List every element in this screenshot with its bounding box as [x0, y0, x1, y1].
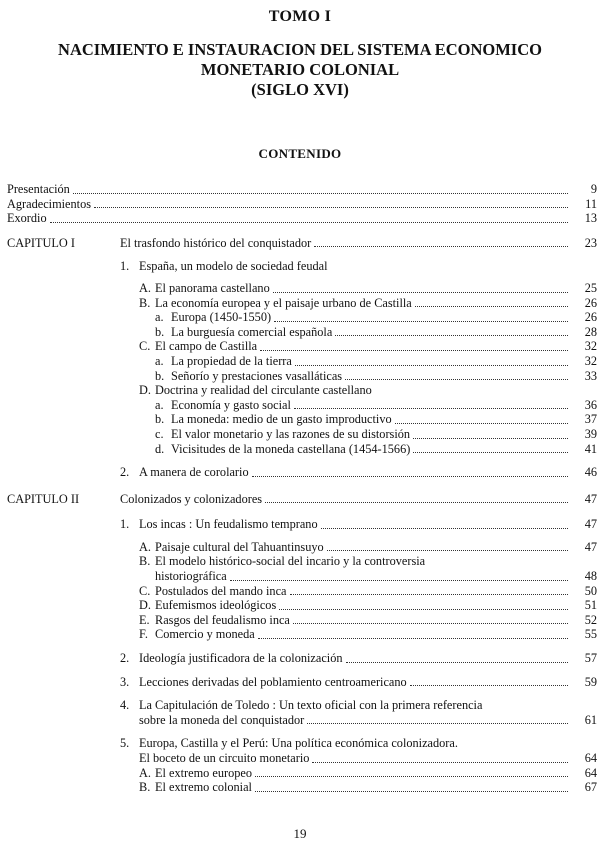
chapter-title-entry[interactable]: [120, 236, 597, 251]
toc-entry-page: 11: [585, 196, 597, 211]
toc-entry-page: 64: [584, 751, 597, 765]
toc-entry-page: 23: [584, 235, 597, 250]
toc-entry-page: 47: [584, 491, 597, 506]
section-heading[interactable]: [120, 517, 597, 532]
toc-entry[interactable]: A. Paisaje cultural del Tahuantinsuyo 47: [139, 539, 597, 554]
toc-entry-text: El valor monetario y las razones de su distorsión: [171, 426, 411, 441]
dot-leader: [415, 306, 568, 307]
dot-leader: [293, 623, 568, 624]
dot-leader: [258, 638, 568, 639]
toc-subentry[interactable]: a. Europa (1450-1550) 26: [155, 310, 597, 325]
dot-leader: [73, 193, 568, 194]
table-of-contents: [7, 182, 597, 795]
toc-entry-text: La moneda: medio de un gasto improductivo: [171, 412, 392, 427]
dot-leader: [273, 292, 568, 293]
toc-entry-page: 32: [584, 339, 597, 354]
dot-leader: [50, 222, 568, 223]
toc-entry-text: El extremo europeo: [155, 765, 252, 780]
toc-entry[interactable]: B. La economía europea y el paisaje urbano de Castilla 26: [139, 295, 597, 310]
toc-entry[interactable]: F. Comercio y moneda 55: [139, 627, 597, 642]
toc-entry-text: El extremo colonial: [155, 780, 252, 795]
chapter-1-label: CAPITULO I: [7, 235, 75, 250]
section-heading-multiline[interactable]: [120, 698, 597, 727]
toc-entry-text: Presentación: [7, 182, 70, 196]
dot-leader: [94, 207, 568, 208]
toc-entry-text: Agradecimientos: [7, 196, 92, 211]
toc-entry[interactable]: [7, 197, 597, 212]
volume-heading: TOMO I: [268, 8, 332, 25]
toc-entry-text: Economía y gasto social: [171, 397, 291, 412]
toc-entry[interactable]: [7, 182, 597, 197]
chapter-2: [7, 492, 597, 795]
section-title: Los incas : Un feudalismo temprano: [139, 517, 318, 532]
title-line-1: NACIMIENTO E INSTAURACION DEL SISTEMA ECONOMICO: [58, 40, 542, 59]
section-heading-multiline[interactable]: [120, 736, 597, 765]
toc-subentry[interactable]: d. Vicisitudes de la moneda castellana (1454-1566) 41: [155, 441, 597, 456]
dot-leader: [279, 609, 568, 610]
toc-subentry[interactable]: a. Economía y gasto social 36: [155, 397, 597, 412]
section-heading[interactable]: [120, 259, 597, 274]
toc-entry-text: El modelo histórico-social del incario y la controversia: [155, 554, 426, 569]
toc-entry[interactable]: [7, 211, 597, 226]
dot-leader: [327, 550, 568, 551]
toc-entry-text: Europa (1450-1550): [171, 310, 272, 325]
toc-subentry[interactable]: c. El valor monetario y las razones de su distorsión 39: [155, 426, 597, 441]
toc-entry-page: 33: [584, 368, 597, 383]
section-1-1: [120, 259, 597, 456]
dot-leader: [346, 662, 569, 663]
toc-entry[interactable]: D. Doctrina y realidad del circulante castellano: [139, 383, 372, 398]
toc-entry-page: 41: [584, 441, 597, 456]
dot-leader: [230, 580, 568, 581]
section-heading[interactable]: [120, 675, 597, 690]
dot-leader: [252, 476, 568, 477]
toc-entry-page: 37: [584, 412, 597, 427]
chapter-title-entry[interactable]: [120, 492, 597, 507]
dot-leader: [395, 423, 568, 424]
dot-leader: [335, 335, 568, 336]
title-line-2: MONETARIO COLONIAL: [200, 60, 400, 79]
dot-leader: [307, 723, 568, 724]
toc-subentry[interactable]: b. La burguesía comercial española 28: [155, 324, 597, 339]
toc-entry-page: 13: [584, 211, 597, 226]
toc-entry-page: 28: [584, 324, 597, 339]
toc-entry-text: La economía europea y el paisaje urbano de Castilla: [155, 295, 412, 310]
toc-entry-text: Exordio: [7, 211, 47, 226]
toc-entry-continuation[interactable]: [139, 569, 597, 584]
section-title: Europa, Castilla y el Perú: Una política económica colonizadora.: [139, 736, 458, 751]
chapter-2-label: CAPITULO II: [7, 491, 80, 506]
section-title: A manera de corolario: [139, 465, 249, 480]
dot-leader: [274, 321, 568, 322]
title-line-3: (SIGLO XVI): [251, 80, 349, 99]
toc-entry-page: 47: [584, 539, 597, 554]
toc-entry[interactable]: B. El modelo histórico-social del incario y la controversia: [139, 554, 426, 569]
dot-leader: [294, 408, 568, 409]
toc-entry-text: Señorío y prestaciones vasalláticas: [171, 368, 343, 383]
dot-leader: [260, 350, 568, 351]
section-number: 1.: [120, 259, 130, 274]
toc-entry-text: Doctrina y realidad del circulante castellano: [155, 383, 372, 398]
toc-entry-text: El panorama castellano: [155, 280, 270, 295]
section-title: La Capitulación de Toledo : Un texto oficial con la primera referencia: [139, 698, 483, 713]
dot-leader: [345, 379, 568, 380]
dot-leader: [321, 528, 568, 529]
toc-entry-text: historiográfica: [155, 569, 227, 584]
toc-entry-page: 48: [584, 569, 597, 584]
dot-leader: [255, 776, 568, 777]
toc-entry-page: 57: [584, 651, 597, 666]
toc-subentry[interactable]: b. Señorío y prestaciones vasalláticas 33: [155, 368, 597, 383]
toc-entry-page: 26: [584, 310, 597, 325]
dot-leader: [410, 685, 568, 686]
dot-leader: [312, 762, 568, 763]
toc-entry-page: 9: [590, 182, 597, 196]
chapter-1: [7, 236, 597, 480]
toc-entry-page: 46: [584, 465, 597, 480]
toc-entry-page: 39: [584, 426, 597, 441]
toc-entry-page: 61: [584, 712, 597, 727]
dot-leader: [265, 502, 568, 503]
dot-leader: [413, 438, 568, 439]
page-number: 19: [293, 826, 307, 841]
section-number: 3.: [120, 674, 130, 689]
toc-entry[interactable]: C. Postulados del mando inca 50: [139, 583, 597, 598]
toc-entry-page: 50: [584, 583, 597, 598]
toc-entry-text: El campo de Castilla: [155, 339, 258, 354]
toc-entry-page: 25: [584, 280, 597, 295]
toc-entry[interactable]: C. El campo de Castilla 32: [139, 339, 597, 354]
toc-entry-page: 67: [584, 780, 597, 795]
toc-entry-text: Rasgos del feudalismo inca: [155, 612, 290, 627]
toc-entry-text: Eufemismos ideológicos: [155, 598, 277, 613]
chapter-title: El trasfondo histórico del conquistador: [120, 235, 312, 250]
toc-entry[interactable]: B. El extremo colonial 67: [139, 780, 597, 795]
toc-entry[interactable]: A. El panorama castellano 25: [139, 280, 597, 295]
section-title-continuation: El boceto de un circuito monetario: [139, 751, 310, 765]
toc-subentry[interactable]: a. La propiedad de la tierra 32: [155, 353, 597, 368]
toc-subentry[interactable]: b. La moneda: medio de un gasto improductivo 37: [155, 412, 597, 427]
toc-entry-text: Postulados del mando inca: [155, 583, 287, 598]
toc-entry-page: 51: [584, 598, 597, 613]
chapter-title: Colonizados y colonizadores: [120, 491, 263, 506]
toc-entry-page: 59: [584, 674, 597, 689]
dot-leader: [295, 365, 568, 366]
toc-entry-text: Paisaje cultural del Tahuantinsuyo: [155, 539, 324, 554]
toc-entry-text: Comercio y moneda: [155, 627, 255, 642]
section-number: 2.: [120, 465, 130, 480]
toc-entry-page: 26: [584, 295, 597, 310]
section-title-continuation: sobre la moneda del conquistador: [139, 712, 305, 727]
toc-entry-text: La burguesía comercial española: [171, 324, 333, 339]
toc-entry-page: 32: [584, 353, 597, 368]
toc-entry[interactable]: A. El extremo europeo 64: [139, 765, 597, 780]
dot-leader: [314, 246, 568, 247]
book-title: [0, 40, 600, 100]
section-title: Ideología justificadora de la colonización: [139, 651, 343, 666]
contents-heading: CONTENIDO: [258, 146, 342, 161]
toc-entry[interactable]: D. Eufemismos ideológicos 51: [139, 598, 597, 613]
section-number: 2.: [120, 651, 130, 666]
toc-entry-page: 52: [584, 612, 597, 627]
section-number: 1.: [120, 517, 130, 532]
section-heading[interactable]: [120, 651, 597, 666]
dot-leader: [255, 791, 568, 792]
dot-leader: [290, 594, 569, 595]
toc-entry[interactable]: E. Rasgos del feudalismo inca 52: [139, 612, 597, 627]
toc-entry-text: Vicisitudes de la moneda castellana (1454-1566): [171, 441, 411, 456]
dot-leader: [413, 452, 568, 453]
section-title: Lecciones derivadas del poblamiento centroamericano: [139, 674, 407, 689]
section-number: 5.: [120, 736, 130, 751]
section-number: 4.: [120, 698, 130, 713]
section-title: España, un modelo de sociedad feudal: [139, 259, 328, 274]
toc-entry-page: 55: [584, 627, 597, 642]
toc-entry-page: 36: [584, 397, 597, 412]
toc-entry-text: La propiedad de la tierra: [171, 353, 292, 368]
toc-entry-page: 47: [584, 517, 597, 532]
toc-entry-page: 64: [584, 765, 597, 780]
section-heading[interactable]: [120, 465, 597, 480]
